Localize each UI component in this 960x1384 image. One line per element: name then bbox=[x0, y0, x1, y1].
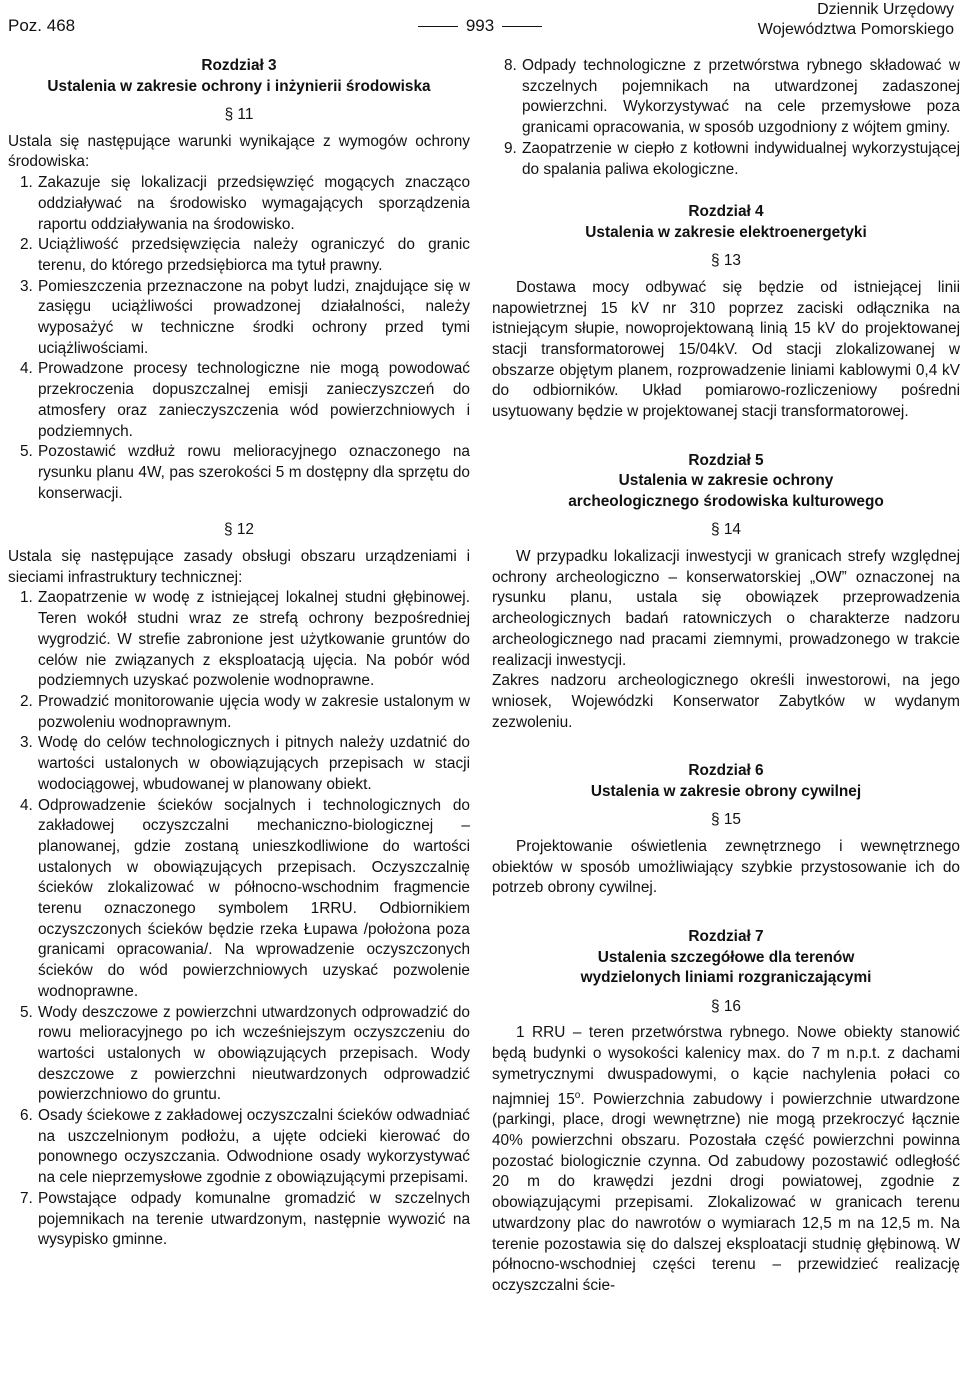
list-item: 2. Prowadzić monitorowanie ujęcia wody w zakresie ustalonym w pozwoleniu wodnoprawnym. bbox=[20, 692, 470, 731]
spacer bbox=[492, 733, 960, 761]
list-item: 1. Zakazuje się lokalizacji przedsięwzięć mogących znacząco oddziaływać na środowisko wymagających sporządzenia raportu oddziaływania na środowisko. bbox=[20, 174, 470, 233]
chapter-4-subtitle: Ustalenia w zakresie elektroenergetyki bbox=[585, 223, 867, 241]
list-item: 4. Odprowadzenie ścieków socjalnych i technologicznych do zakładowej oczyszczalni mechaniczno-biologicznej – planowanej, gdzie zostaną unieszkodliwione do wartości ustalonych w obowiązujących przepisach. Oczyszczalnię ścieków zlokalizować w północno-wschodnim fragmencie terenu oznaczonego symbolem 1RRU. Odbiornikiem oczyszczonych ścieków będzie rzeka Łupawa /położona poza granicami opracowania/. Na wprowadzenie oczyszczonych ścieków do wód powierzchniowych uzyskać pozwolenie wodnoprawne. bbox=[20, 796, 470, 1000]
section-16-text: 1 RRU – teren przetwórstwa rybnego. Nowe obiekty stanowić będą budynki o wysokości kalenicy max. do 7 m n.p.t. z dachami symetrycznymi dwuspadowymi, o kącie nachylenia połaci co najmniej 15$^o$. Powierzchnia zabudowy i powierzchnie utwardzone (parkingi, place, drogi wewnętrzne) nie mogą przekroczyć łącznie 40% powierzchni obszaru. Pozostała część powierzchni powinna pozostać biologicznie czynna. Od zabudowy pozostawić odległość 20 m do krawędzi jezdni drogi powiatowej, zgodnie z obowiązującymi przepisami. Zlokalizować w granicach terenu utwardzony plac do nawrotów o wymiarach 12,5 m na 12,5 m. Na terenie pozostawia się do dalszej eksploatacji studnię głębinową. W północno-wschodniej części terenu – przewidzieć realizację oczyszczalni ście- bbox=[492, 1024, 960, 1294]
dash-right bbox=[502, 26, 542, 27]
chapter-5-subtitle-1: Ustalenia w zakresie ochrony bbox=[618, 472, 834, 490]
page-header bbox=[0, 0, 960, 44]
list-item: 3. Pomieszczenia przeznaczone na pobyt ludzi, znajdujące się w zasięgu uciążliwości prowadzonej działalności, należy wyposażyć w techniczne środki ochrony przed tymi uciążliwościami. bbox=[20, 277, 470, 357]
left-column bbox=[8, 56, 470, 1251]
section-11: § 11 bbox=[224, 106, 254, 123]
list-item: 5. Pozostawić wzdłuż rowu melioracyjnego oznaczonego na rysunku planu 4W, pas szerokości 5 m dostępny dla sprzętu do konserwacji. bbox=[20, 443, 470, 502]
list-item: 2. Uciążliwość przedsięwzięcia należy ograniczyć do granic terenu, do którego przedsiębiorca ma tytuł prawny. bbox=[20, 236, 470, 274]
chapter-7-subtitle-1: Ustalenia szczegółowe dla terenów bbox=[597, 948, 855, 966]
section-15: § 15 bbox=[711, 811, 741, 829]
right-column bbox=[492, 56, 960, 1297]
journal-line-1: Dziennik Urzędowy bbox=[817, 1, 954, 18]
list-item: 5. Wody deszczowe z powierzchni utwardzonych odprowadzić do rowu melioracyjnego po ich wcześniejszym oczyszczeniu do wartości ustalonych w obowiązujących przepisach. Wody deszczowe z powierzchni nieutwardzonych odprowadzić powierzchniowo do gruntu. bbox=[20, 1003, 470, 1104]
section-12-intro: Ustala się następujące zasady obsługi obszaru urządzeniami i sieciami infrastruktury technicznej: bbox=[8, 548, 470, 586]
spacer bbox=[492, 423, 960, 451]
degree-superscript: o bbox=[574, 1089, 581, 1101]
list-item: 4. Prowadzone procesy technologiczne nie mogą powodować przekroczenia dopuszczalnej emisji zanieczyszczeń do atmosfery oraz zanieczyszczenia wód powierzchniowych i podziemnych. bbox=[20, 360, 470, 440]
list-item: 6. Osady ściekowe z zakładowej oczyszczalni ścieków odwadniać na uszczelnionym podłożu, a ujęte odcieki kierować do ponownego oczyszczania. Odwodnione osady wykorzystywać na cele nieprzemysłowe zgodnie z obowiązującymi przepisami. bbox=[20, 1107, 470, 1187]
journal-name bbox=[758, 0, 954, 40]
spacer bbox=[492, 899, 960, 927]
section-12-list bbox=[8, 588, 470, 1251]
page-number-text: 993 bbox=[465, 16, 495, 35]
section-14: § 14 bbox=[711, 521, 741, 539]
chapter-6-title: Rozdział 6 bbox=[688, 762, 764, 780]
chapter-7-title: Rozdział 7 bbox=[688, 928, 764, 946]
chapter-4-title: Rozdział 4 bbox=[688, 203, 764, 221]
list-item: 7. Powstające odpady komunalne gromadzić w szczelnych pojemnikach na terenie utwardzonym, następnie wywozić na wysypisko gminne. bbox=[20, 1189, 470, 1249]
section-11-intro: Ustala się następujące warunki wynikające z wymogów ochrony środowiska: bbox=[8, 132, 470, 171]
list-item: 9. Zaopatrzenie w ciepło z kotłowni indywidualnej wykorzystującej do spalania paliwa ekologiczne. bbox=[504, 139, 960, 178]
chapter-3-subtitle: Ustalenia w zakresie ochrony i inżynierii środowiska bbox=[47, 77, 431, 95]
journal-line-2: Województwa Pomorskiego bbox=[757, 21, 954, 38]
list-item: 1. Zaopatrzenie w wodę z istniejącej lokalnej studni głębinowej. Teren wokół studni wraz ze strefą ochrony bezpośredniej wygrodzić. W strefie zabronione jest użytkowanie gruntów do celów nie związanych z eksploatacją ujęcia. Na pobór wód podziemnych uzyskać pozwolenie wodnoprawne. bbox=[20, 589, 470, 690]
chapter-5-title: Rozdział 5 bbox=[688, 451, 764, 469]
list-item: 8. Odpady technologiczne z przetwórstwa rybnego składować w szczelnych pojemnikach na utwardzonej zadaszonej powierzchni. Wykorzystywać na cele przemysłowe poza granicami opracowania, w sposób uzgodniony z wójtem gminy. bbox=[504, 57, 960, 137]
list-item: 3. Wodę do celów technologicznych i pitnych należy uzdatnić do wartości ustalonych w obowiązujących przepisach w stacji wodociągowej, wbudowanej w planowany obiekt. bbox=[20, 734, 470, 793]
spacer bbox=[492, 180, 960, 202]
position-number: Poz. 468 bbox=[8, 16, 76, 35]
chapter-5-subtitle-2: archeologicznego środowiska kulturowego bbox=[568, 492, 884, 510]
section-12: § 12 bbox=[224, 521, 254, 539]
section-16: § 16 bbox=[711, 997, 741, 1015]
section-15-text: Projektowanie oświetlenia zewnętrznego i wewnętrznego obiektów w sposób umożliwiający szybkie przystosowanie ich do potrzeb obrony cywilnej. bbox=[492, 838, 960, 897]
section-13-text: Dostawa mocy odbywać się będzie od istniejącej linii napowietrznej 15 kV nr 310 poprzez zaciski odłącznika na istniejącym słupie, nowoprojektowaną linią 15 kV do projektowanej stacji transformatorowej 15/04kV. Od stacji zlokalizowanej w obszarze objętym planem, rozprowadzenie liniami kablowymi 0,4 kV do odbiorników. Układ pomiarowo-rozliczeniowy pośredni usytuowany będzie w projektowanej stacji transformatorowej. bbox=[492, 278, 960, 421]
chapter-6-subtitle: Ustalenia w zakresie obrony cywilnej bbox=[590, 782, 862, 800]
chapter-3-title: Rozdział 3 bbox=[201, 57, 277, 74]
chapter-7-subtitle-2: wydzielonych liniami rozgraniczającymi bbox=[580, 969, 872, 987]
section-13: § 13 bbox=[711, 252, 741, 270]
section-14-text-2: Zakres nadzoru archeologicznego określi inwestorowi, na jego wniosek, Wojewódzki Konserwator Zabytków w wydanym zezwoleniu. bbox=[492, 672, 960, 731]
section-11-list bbox=[8, 173, 470, 504]
section-14-text-1: W przypadku lokalizacji inwestycji w granicach strefy względnej ochrony archeologiczno – konserwatorskiej „OW” oznaczonej na rysunku planu, ustala się obowiązek przeprowadzenia archeologicznych badań ratowniczych o charakterze nadzoru archeologicznego nad pracami ziemnymi, prowadzonego w trakcie realizacji inwestycji. bbox=[492, 548, 960, 669]
page-number bbox=[380, 16, 580, 36]
section-12-list-continued bbox=[492, 56, 960, 180]
dash-left bbox=[418, 26, 458, 27]
